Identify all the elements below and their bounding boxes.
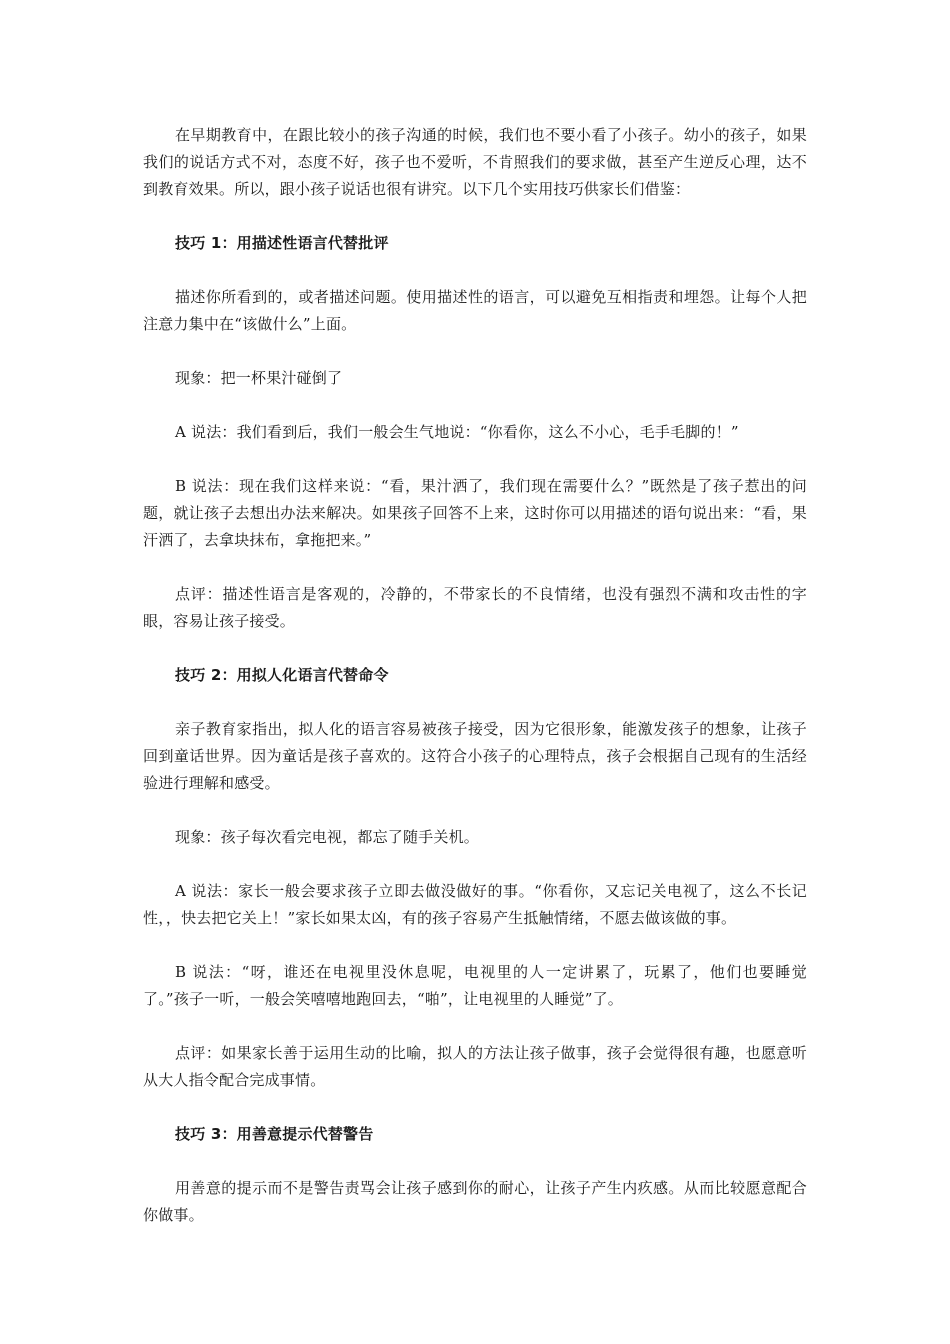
tip-2-a-say: A 说法：家长一般会要求孩子立即去做没做好的事。“你看你，又忘记关电视了，这么不长记性，，快去把它关上！”家长如果太凶，有的孩子容易产生抵触情绪，不愿去做该做的事。 [143,882,807,927]
tip-1-a-say: A 说法：我们看到后，我们一般会生气地说：“你看你，这么不小心，毛手毛脚的！” [175,423,739,441]
tip-1-phenomenon: 现象：把一杯果汁碰倒了 [175,369,343,387]
tip-3-heading: 技巧 3：用善意提示代替警告 [175,1125,374,1143]
tip-2-phenomenon: 现象：孩子每次看完电视，都忘了随手关机。 [175,828,480,846]
tip-2-b-say: B 说法：“呀，谁还在电视里没休息呢，电视里的人一定讲累了，玩累了，他们也要睡觉了。”孩子一听，一般会笑嘻嘻地跑回去，“啪”，让电视里的人睡觉”了。 [143,963,807,1008]
tip-1-comment: 点评：描述性语言是客观的，冷静的，不带家长的不良情绪，也没有强烈不满和攻击性的字眼，容易让孩子接受。 [143,585,807,630]
tip-3-description: 用善意的提示而不是警告责骂会让孩子感到你的耐心，让孩子产生内疚感。从而比较愿意配合你做事。 [143,1179,807,1224]
tip-2-heading: 技巧 2：用拟人化语言代替命令 [175,666,389,684]
intro-paragraph: 在早期教育中，在跟比较小的孩子沟通的时候，我们也不要小看了小孩子。幼小的孩子，如果我们的说话方式不对，态度不好，孩子也不爱听，不肯照我们的要求做，甚至产生逆反心理，达不到教育效果。所以，跟小孩子说话也很有讲究。以下几个实用技巧供家长们借鉴： [143,126,807,198]
document-body [143,122,807,1256]
tip-1-description: 描述你所看到的，或者描述问题。使用描述性的语言，可以避免互相指责和埋怨。让每个人把注意力集中在“该做什么”上面。 [143,288,807,333]
tip-2-comment: 点评：如果家长善于运用生动的比喻，拟人的方法让孩子做事，孩子会觉得很有趣，也愿意听从大人指令配合完成事情。 [143,1044,807,1089]
tip-1-heading: 技巧 1：用描述性语言代替批评 [175,234,389,252]
tip-1-b-say: B 说法：现在我们这样来说：“看，果汁洒了，我们现在需要什么？”既然是了孩子惹出的问题，就让孩子去想出办法来解决。如果孩子回答不上来，这时你可以用描述的语句说出来：“看，果汗洒了，去拿块抹布，拿拖把来。” [143,477,807,549]
tip-2-description: 亲子教育家指出，拟人化的语言容易被孩子接受，因为它很形象，能激发孩子的想象，让孩子回到童话世界。因为童话是孩子喜欢的。这符合小孩子的心理特点，孩子会根据自己现有的生活经验进行理解和感受。 [143,720,807,792]
